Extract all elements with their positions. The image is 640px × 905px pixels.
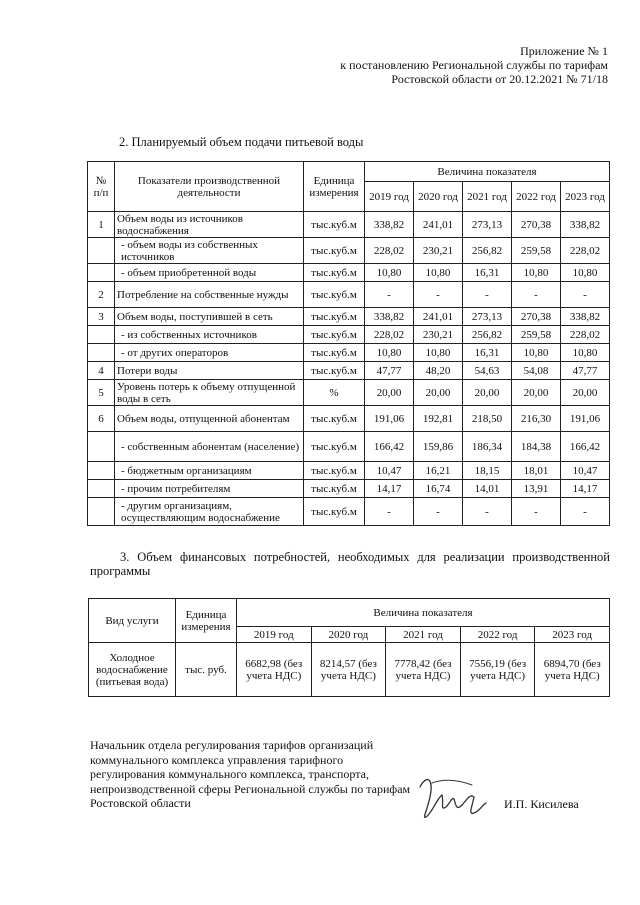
value-cell: -: [414, 282, 463, 308]
appendix-line-3: Ростовской области от 20.12.2021 № 71/18: [391, 72, 608, 86]
unit-cell: тыс.куб.м: [304, 308, 365, 326]
value-cell: 10,80: [414, 344, 463, 362]
value-cell: 14,01: [463, 480, 512, 498]
header-unit: Единица измерения: [304, 162, 365, 212]
value-cell: 228,02: [561, 326, 610, 344]
table-row: [88, 326, 610, 344]
value-cell: 241,01: [414, 308, 463, 326]
indicator-name: Объем воды из источников водоснабжения: [115, 212, 304, 238]
unit-cell: тыс.куб.м: [304, 264, 365, 282]
table-row: [88, 362, 610, 380]
unit-cell: тыс.куб.м: [304, 480, 365, 498]
indicator-name: - собственным абонентам (население): [115, 432, 304, 462]
footer-position: Начальник отдела регулирования тарифов организаций коммунального комплекса управления тарифного регулирования коммунального комплекса, транспорта, непроизводственной сферы Региональной службы по тарифам Ростовской области: [90, 738, 411, 810]
row-number: [88, 344, 115, 362]
value-cell: 216,30: [512, 406, 561, 432]
value-cell: 10,80: [512, 264, 561, 282]
value-cell: 20,00: [463, 380, 512, 406]
value-cell: 338,82: [365, 308, 414, 326]
table-row: [88, 308, 610, 326]
row-number: 1: [88, 212, 115, 238]
header-value-group: Величина показателя: [365, 162, 610, 182]
value-cell: 10,80: [414, 264, 463, 282]
appendix-header: [340, 44, 608, 86]
value-cell: 16,74: [414, 480, 463, 498]
value-cell: 256,82: [463, 326, 512, 344]
unit-cell: тыс.куб.м: [304, 212, 365, 238]
header-indicator: Показатели производственной деятельности: [115, 162, 304, 212]
unit-cell: тыс.куб.м: [304, 282, 365, 308]
indicator-name: - из собственных источников: [115, 326, 304, 344]
indicator-name: Объем воды, поступившей в сеть: [115, 308, 304, 326]
header-year: 2019 год: [237, 627, 312, 643]
financial-needs-table: [88, 598, 610, 697]
row-number: 5: [88, 380, 115, 406]
header-year: 2022 год: [512, 182, 561, 212]
value-cell: 10,47: [365, 462, 414, 480]
value-cell: 166,42: [561, 432, 610, 462]
indicator-name: - от других операторов: [115, 344, 304, 362]
signer-name: И.П. Кисилева: [504, 797, 579, 811]
table-row: [88, 282, 610, 308]
indicator-name: Потери воды: [115, 362, 304, 380]
value-cell: -: [512, 498, 561, 526]
value-cell: 47,77: [365, 362, 414, 380]
value-cell: 191,06: [365, 406, 414, 432]
value-cell: 228,02: [561, 238, 610, 264]
value-cell: 18,01: [512, 462, 561, 480]
value-cell: 259,58: [512, 326, 561, 344]
value-cell: -: [414, 498, 463, 526]
unit-cell: тыс. руб.: [176, 643, 237, 697]
unit-cell: тыс.куб.м: [304, 498, 365, 526]
row-number: 4: [88, 362, 115, 380]
header-unit: Единица измерения: [176, 599, 237, 643]
indicator-name: - бюджетным организациям: [115, 462, 304, 480]
value-cell: 186,34: [463, 432, 512, 462]
row-number: [88, 238, 115, 264]
header-year: 2020 год: [414, 182, 463, 212]
appendix-line-1: Приложение № 1: [520, 44, 608, 58]
value-cell: -: [365, 282, 414, 308]
table-row: [88, 432, 610, 462]
value-cell: 14,17: [365, 480, 414, 498]
unit-cell: тыс.куб.м: [304, 462, 365, 480]
indicator-name: Объем воды, отпущенной абонентам: [115, 406, 304, 432]
value-cell: 338,82: [561, 212, 610, 238]
table-row: [88, 212, 610, 238]
table-row: [88, 264, 610, 282]
header-year: 2020 год: [311, 627, 386, 643]
value-cell: 241,01: [414, 212, 463, 238]
value-cell: 228,02: [365, 238, 414, 264]
row-number: 6: [88, 406, 115, 432]
value-cell: 256,82: [463, 238, 512, 264]
value-cell: 338,82: [365, 212, 414, 238]
value-cell: 159,86: [414, 432, 463, 462]
unit-cell: тыс.куб.м: [304, 344, 365, 362]
value-cell: 20,00: [561, 380, 610, 406]
table-row: [88, 498, 610, 526]
value-cell: 228,02: [365, 326, 414, 344]
value-cell: 54,08: [512, 362, 561, 380]
value-cell: 273,13: [463, 212, 512, 238]
value-cell: 192,81: [414, 406, 463, 432]
value-cell: 6682,98 (без учета НДС): [237, 643, 312, 697]
value-cell: 10,80: [561, 264, 610, 282]
value-cell: 8214,57 (без учета НДС): [311, 643, 386, 697]
header-no: № п/п: [88, 162, 115, 212]
value-cell: 191,06: [561, 406, 610, 432]
signature-icon: [412, 767, 492, 827]
value-cell: 16,31: [463, 344, 512, 362]
value-cell: 18,15: [463, 462, 512, 480]
value-cell: 14,17: [561, 480, 610, 498]
value-cell: 54,63: [463, 362, 512, 380]
section-3-title: 3. Объем финансовых потребностей, необходимых для реализации производственной программы: [90, 550, 610, 578]
value-cell: 10,80: [561, 344, 610, 362]
value-cell: 270,38: [512, 308, 561, 326]
unit-cell: тыс.куб.м: [304, 432, 365, 462]
value-cell: 47,77: [561, 362, 610, 380]
value-cell: -: [463, 282, 512, 308]
header-value-group: Величина показателя: [237, 599, 610, 627]
unit-cell: %: [304, 380, 365, 406]
indicator-name: Потребление на собственные нужды: [115, 282, 304, 308]
indicator-name: - другим организациям, осуществляющим водоснабжение: [115, 498, 304, 526]
row-number: [88, 432, 115, 462]
appendix-line-2: к постановлению Региональной службы по тарифам: [340, 58, 608, 72]
table-row: [88, 406, 610, 432]
header-year: 2021 год: [463, 182, 512, 212]
value-cell: -: [561, 498, 610, 526]
value-cell: 13,91: [512, 480, 561, 498]
header-year: 2023 год: [535, 627, 610, 643]
value-cell: 273,13: [463, 308, 512, 326]
value-cell: 20,00: [365, 380, 414, 406]
value-cell: 218,50: [463, 406, 512, 432]
value-cell: 259,58: [512, 238, 561, 264]
water-supply-table: [87, 161, 610, 526]
indicator-name: Уровень потерь к объему отпущенной воды в сеть: [115, 380, 304, 406]
unit-cell: тыс.куб.м: [304, 326, 365, 344]
row-number: [88, 326, 115, 344]
row-number: [88, 462, 115, 480]
unit-cell: тыс.куб.м: [304, 238, 365, 264]
value-cell: 230,21: [414, 326, 463, 344]
unit-cell: тыс.куб.м: [304, 406, 365, 432]
indicator-name: - объем воды из собственных источников: [115, 238, 304, 264]
value-cell: -: [561, 282, 610, 308]
table-row: [88, 380, 610, 406]
table-row: [88, 344, 610, 362]
unit-cell: тыс.куб.м: [304, 362, 365, 380]
value-cell: -: [365, 498, 414, 526]
value-cell: 6894,70 (без учета НДС): [535, 643, 610, 697]
value-cell: -: [512, 282, 561, 308]
value-cell: 7778,42 (без учета НДС): [386, 643, 461, 697]
value-cell: 7556,19 (без учета НДС): [460, 643, 535, 697]
indicator-name: - прочим потребителям: [115, 480, 304, 498]
row-number: [88, 498, 115, 526]
row-number: [88, 264, 115, 282]
value-cell: 230,21: [414, 238, 463, 264]
value-cell: 16,31: [463, 264, 512, 282]
value-cell: 10,47: [561, 462, 610, 480]
header-year: 2019 год: [365, 182, 414, 212]
header-year: 2021 год: [386, 627, 461, 643]
header-year: 2022 год: [460, 627, 535, 643]
table-row: [88, 480, 610, 498]
header-service: Вид услуги: [89, 599, 176, 643]
value-cell: 20,00: [512, 380, 561, 406]
value-cell: 184,38: [512, 432, 561, 462]
value-cell: 338,82: [561, 308, 610, 326]
row-number: [88, 480, 115, 498]
row-number: 3: [88, 308, 115, 326]
value-cell: 20,00: [414, 380, 463, 406]
table-row: [88, 462, 610, 480]
value-cell: 10,80: [512, 344, 561, 362]
table-row: [88, 238, 610, 264]
value-cell: 48,20: [414, 362, 463, 380]
indicator-name: - объем приобретенной воды: [115, 264, 304, 282]
section-2-title: 2. Планируемый объем подачи питьевой воды: [119, 135, 364, 149]
row-number: 2: [88, 282, 115, 308]
value-cell: 270,38: [512, 212, 561, 238]
value-cell: 10,80: [365, 264, 414, 282]
value-cell: -: [463, 498, 512, 526]
value-cell: 166,42: [365, 432, 414, 462]
value-cell: 16,21: [414, 462, 463, 480]
service-cell: Холодное водоснабжение (питьевая вода): [89, 643, 176, 697]
header-year: 2023 год: [561, 182, 610, 212]
value-cell: 10,80: [365, 344, 414, 362]
